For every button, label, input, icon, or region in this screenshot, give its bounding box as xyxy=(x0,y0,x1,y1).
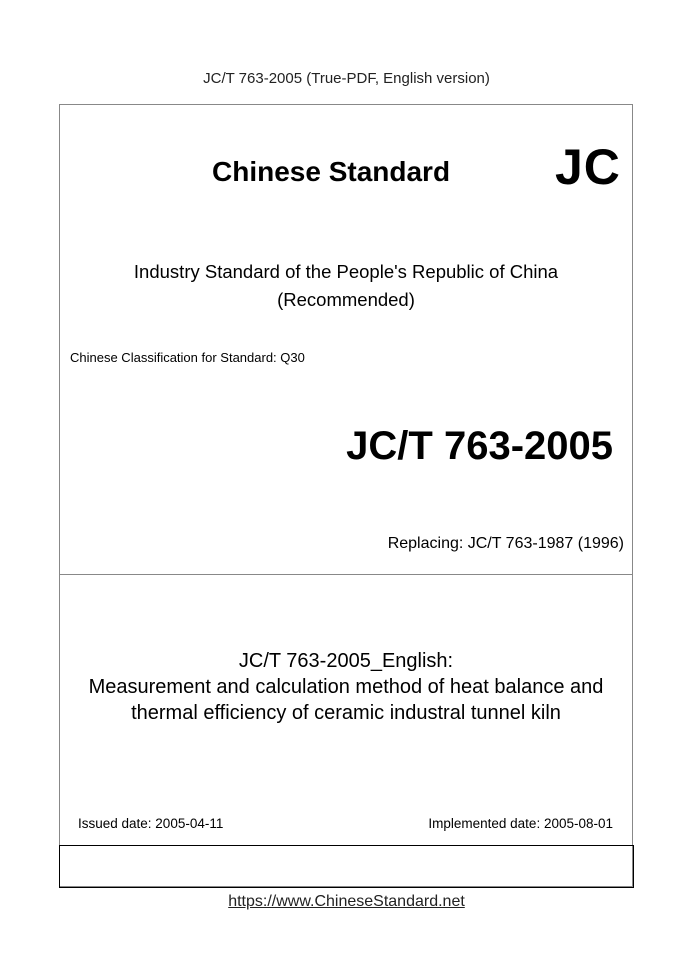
implemented-date: Implemented date: 2005-08-01 xyxy=(428,816,613,831)
cover-bottom-box xyxy=(59,845,634,888)
industry-line-2: (Recommended) xyxy=(277,289,415,310)
replacing-text: Replacing: JC/T 763-1987 (1996) xyxy=(387,535,624,552)
website-link[interactable]: https://www.ChineseStandard.net xyxy=(228,893,465,910)
footer xyxy=(0,893,693,911)
industry-statement xyxy=(59,258,633,314)
standard-number: JC/T 763-2005 xyxy=(346,424,613,468)
doc-title-line-2: Measurement and calculation method of heat balance and xyxy=(88,676,604,698)
classification-text: Chinese Classification for Standard: Q30 xyxy=(70,350,305,365)
page-header-title: JC/T 763-2005 (True-PDF, English version) xyxy=(203,70,490,87)
cover-frame xyxy=(59,104,633,887)
issued-date: Issued date: 2005-04-11 xyxy=(78,816,224,831)
cover-divider xyxy=(59,574,633,575)
standard-title: Chinese Standard xyxy=(212,156,451,187)
doc-title-line-3: thermal efficiency of ceramic industral tunnel kiln xyxy=(131,702,561,724)
code-mark: JC xyxy=(555,139,621,195)
industry-line-1: Industry Standard of the People's Republic of China xyxy=(133,261,559,282)
document-title xyxy=(59,648,633,726)
doc-title-line-1: JC/T 763-2005_English: xyxy=(238,650,454,672)
